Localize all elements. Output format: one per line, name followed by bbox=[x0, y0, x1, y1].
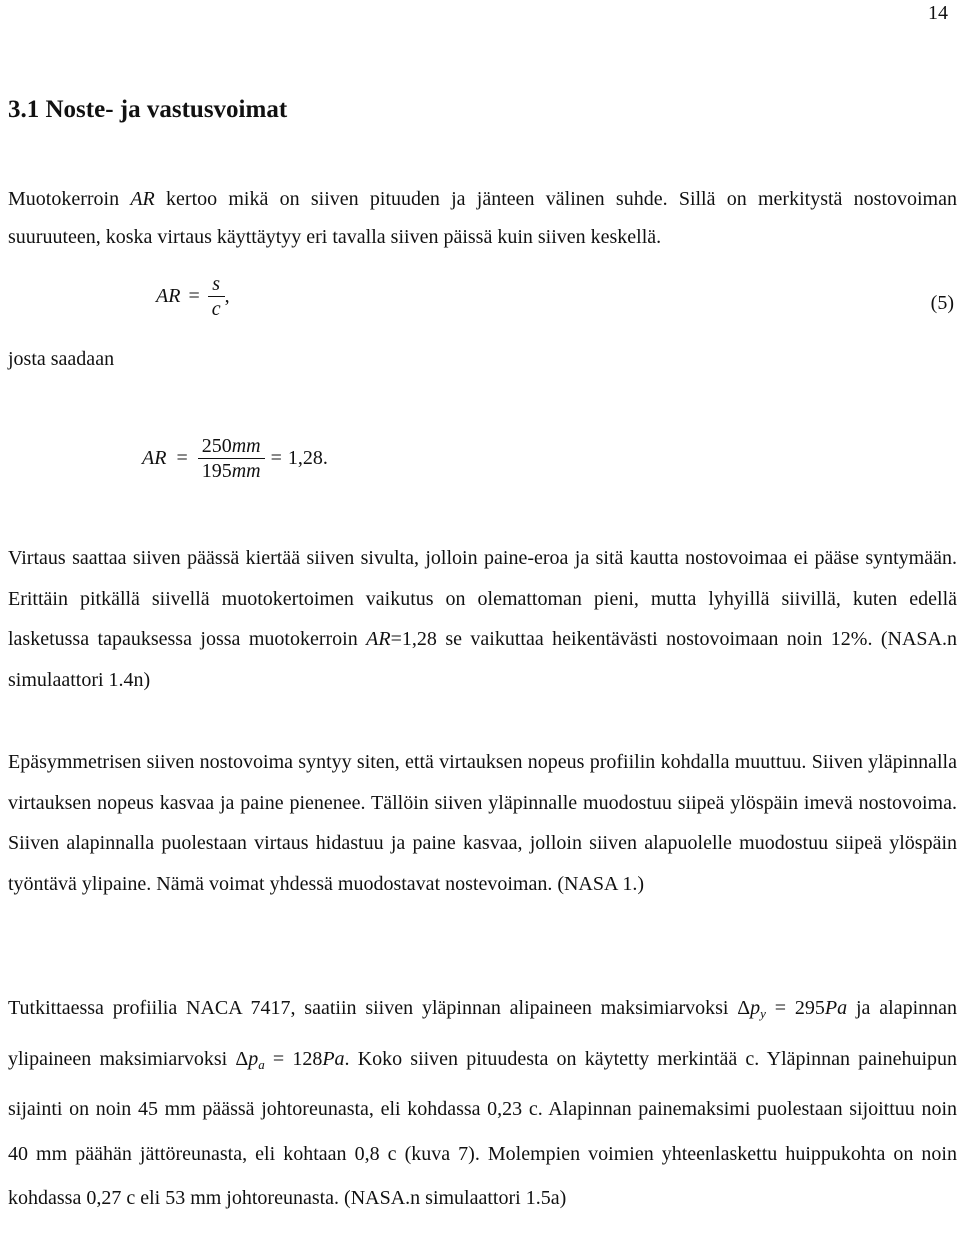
calc-numerator bbox=[198, 434, 265, 458]
calc-num-unit: mm bbox=[231, 435, 261, 457]
calc-den-value: 195 bbox=[201, 460, 232, 482]
delta-p-lower bbox=[235, 1048, 344, 1070]
p1-text-a: Muotokerroin bbox=[8, 188, 131, 210]
josta-saadaan: josta saadaan bbox=[8, 348, 115, 370]
p1-ar-symbol: AR bbox=[130, 188, 155, 210]
page-number: 14 bbox=[928, 2, 948, 24]
section-title: 3.1 Noste- ja vastusvoimat bbox=[8, 96, 288, 123]
p2-ar-symbol: AR bbox=[366, 628, 391, 650]
calc-denominator bbox=[198, 458, 265, 483]
equation-5 bbox=[156, 272, 230, 321]
paragraph-tip-flow bbox=[8, 538, 957, 700]
paragraph-asymmetric-wing: Epäsymmetrisen siiven nostovoima syntyy siten, että virtauksen nopeus profiilin kohdalla muuttuu. Siiven yläpinnalla virtauksen nopeus kasvaa ja paine pienenee. Tällöin siiven yläpinnalle muodostuu siipeä ylöspäin imevä nostovoima. Siiven alapinnalla puolestaan virtaus hidastuu ja paine kasvaa, jolloin siiven alapuolelle muodostuu siipeä ylöspäin työntävä ylipaine. Nämä voimat yhdessä muodostavat nostevoiman. (NASA 1.) bbox=[8, 751, 957, 895]
calc-lhs: AR bbox=[142, 447, 167, 469]
eq5-fraction bbox=[208, 272, 225, 321]
p4-text-c: . Koko siiven pituudesta on käytetty merkintää c. Yläpinnan painehuipun sijainti on noin 45 mm päässä johtoreunasta, eli kohdassa 0,23 c. Alapinnan painemaksimi puolestaan sijoittuu noin 40 mm päähän jättöreunasta, eli kohtaan 0,8 c (kuva 7). Molempien voimien yhteenlaskettu huippukohta on noin kohdassa 0,27 c eli 53 mm johtoreunasta. (NASA.n simulaattori 1.5a) bbox=[8, 1047, 957, 1209]
p-symbol: p bbox=[248, 1047, 259, 1070]
calc-equals: = bbox=[176, 447, 188, 469]
eq5-comma: , bbox=[224, 285, 230, 307]
p2-text-a: Virtaus saattaa siiven päässä kiertää siiven sivulta, jolloin paine-eroa ja sitä kautta nostovoimaa ei pääse syntymään. Erittäin pitkällä siivellä muotokertoimen vaikutus on olemattoman pieni, mutta lyhyillä siivillä, kuten edellä lasketussa tapauksessa jossa muotokerroin bbox=[8, 547, 957, 650]
calc-period: . bbox=[322, 447, 328, 469]
p4-text-b: ja alapinnan ylipaineen maksimiarvoksi bbox=[8, 997, 958, 1070]
calc-den-unit: mm bbox=[231, 460, 261, 482]
lower-unit: Pa bbox=[322, 1047, 345, 1070]
calc-equals-2: = bbox=[270, 447, 282, 469]
delta-symbol: Δ bbox=[235, 1047, 249, 1070]
p2-text-b: =1,28 se vaikuttaa heikentävästi nostovoimaan noin 12%. (NASA.n simulaattori 1.4n) bbox=[8, 628, 958, 691]
paragraph-naca-7417 bbox=[8, 986, 957, 1221]
sub-a: a bbox=[258, 1056, 265, 1072]
eq5-denominator: c bbox=[208, 296, 225, 321]
delta-symbol: Δ bbox=[737, 997, 751, 1019]
equation-number: (5) bbox=[930, 292, 954, 314]
sub-y: y bbox=[760, 1006, 766, 1021]
paragraph-aspect-ratio bbox=[8, 180, 957, 256]
p4-text-a: Tutkittaessa profiilia NACA 7417, saatiin siiven yläpinnan alipaineen maksimiarvoksi bbox=[8, 997, 738, 1019]
eq5-equals: = bbox=[188, 285, 200, 307]
p1-text-b: kertoo mikä on siiven pituuden ja jänteen välinen suhde. Sillä on merkitystä nostovoiman suuruuteen, koska virtaus käyttäytyy eri tavalla siiven päissä kuin siiven keskellä. bbox=[8, 188, 957, 248]
eq5-lhs: AR bbox=[156, 285, 181, 307]
p-symbol: p bbox=[750, 997, 761, 1019]
calc-result: 1,28 bbox=[287, 447, 323, 469]
lower-value: = 128 bbox=[264, 1047, 323, 1070]
eq5-numerator: s bbox=[212, 273, 221, 295]
calc-fraction bbox=[198, 434, 265, 483]
upper-value: = 295 bbox=[765, 997, 825, 1019]
equation-ar-calc bbox=[142, 434, 328, 483]
delta-p-upper bbox=[737, 997, 847, 1019]
calc-num-value: 250 bbox=[201, 435, 232, 457]
upper-unit: Pa bbox=[824, 997, 848, 1019]
